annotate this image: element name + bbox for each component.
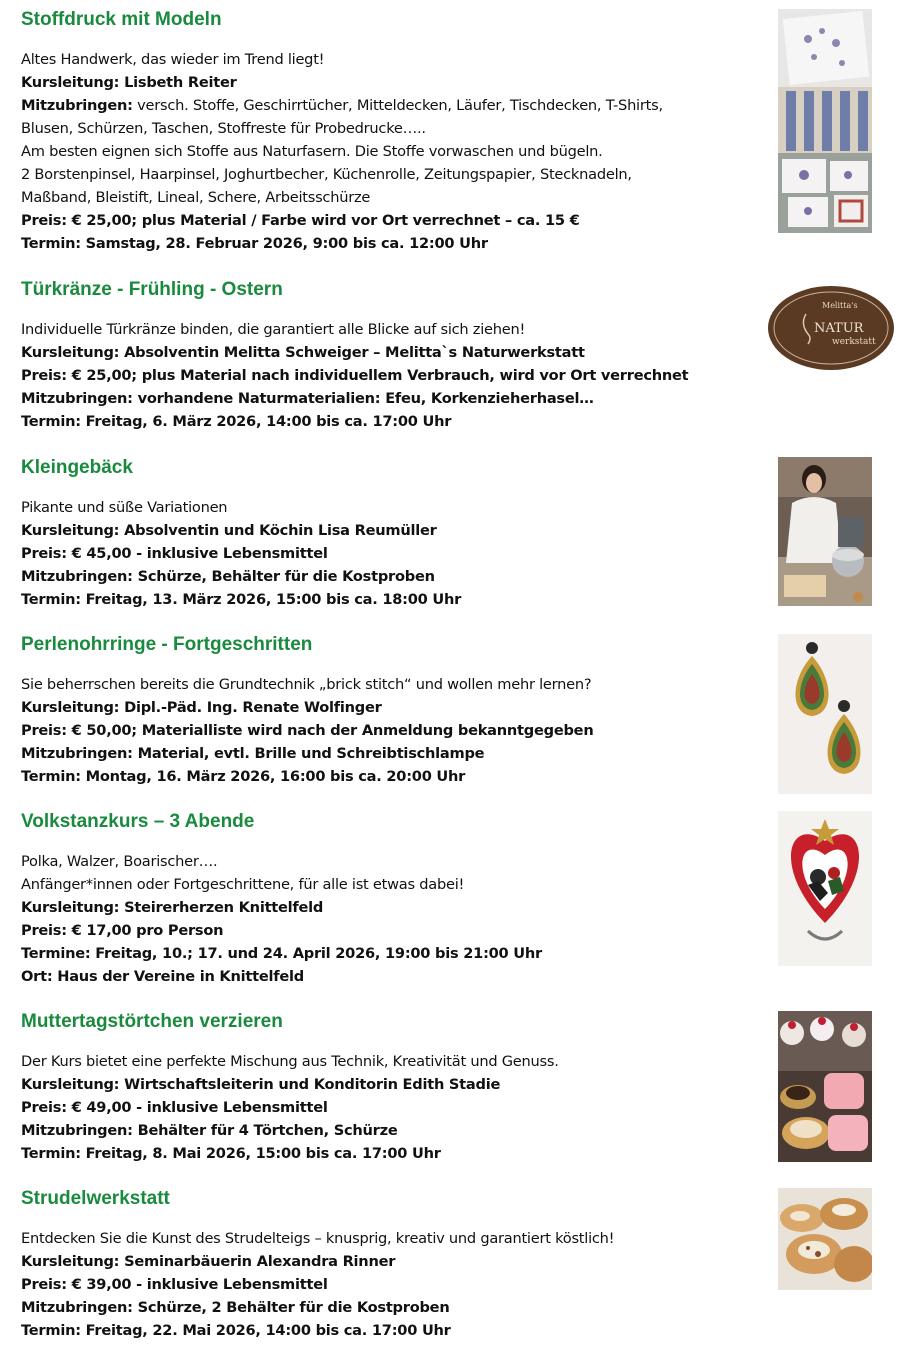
course-details <box>21 1050 751 1165</box>
course-text-line: 2 Borstenpinsel, Haarpinsel, Joghurtbecher, Küchenrolle, Zeitungspapier, Stecknadeln, <box>21 166 632 183</box>
course-mitbringen: Mitzubringen: Schürze, Behälter für die Kostproben <box>21 568 435 585</box>
baker-photo <box>778 457 872 606</box>
course-leitung: Kursleitung: Steirerherzen Knittelfeld <box>21 899 324 916</box>
course-mitbringen: Mitzubringen: Material, evtl. Brille und Schreibtischlampe <box>21 745 485 762</box>
course-details <box>21 318 751 433</box>
course-preis: Preis: € 45,00 - inklusive Lebensmittel <box>21 545 328 562</box>
course-leitung <box>21 71 751 94</box>
course-ort: Ort: Haus der Vereine in Knittelfeld <box>21 968 304 985</box>
steirerherzen-emblem <box>778 811 872 966</box>
logo-small-text: Melitta's <box>822 301 858 310</box>
course-intro: Pikante und süße Variationen <box>21 499 228 516</box>
course-leitung: Kursleitung: Seminarbäuerin Alexandra Rinner <box>21 1253 396 1270</box>
course-termin: Termine: Freitag, 10.; 17. und 24. April 2026, 19:00 bis 21:00 Uhr <box>21 945 542 962</box>
course-leitung: Kursleitung: Wirtschaftsleiterin und Konditorin Edith Stadie <box>21 1076 501 1093</box>
leitung-label: Kursleitung: <box>21 74 120 91</box>
course-mitbringen: Mitzubringen: Schürze, 2 Behälter für die Kostproben <box>21 1299 450 1316</box>
course-preis: Preis: € 50,00; Materialliste wird nach der Anmeldung bekanntgegeben <box>21 722 594 739</box>
course-mitbringen: Mitzubringen: vorhandene Naturmaterialien: Efeu, Korkenzieherhasel… <box>21 390 594 407</box>
course-details <box>21 850 751 988</box>
course-intro: Entdecken Sie die Kunst des Strudelteigs – knusprig, kreativ und garantiert köstlich! <box>21 1230 615 1247</box>
strudel-photo <box>778 1188 872 1290</box>
course-termin: Termin: Samstag, 28. Februar 2026, 9:00 bis ca. 12:00 Uhr <box>21 235 488 252</box>
course-details <box>21 1227 751 1342</box>
course-intro: Individuelle Türkränze binden, die garantiert alle Blicke auf sich ziehen! <box>21 321 526 338</box>
tartlets-photo <box>778 1011 872 1162</box>
course-intro: Altes Handwerk, das wieder im Trend liegt! <box>21 51 325 68</box>
course-termin: Termin: Freitag, 6. März 2026, 14:00 bis ca. 17:00 Uhr <box>21 413 452 430</box>
earrings-photo <box>778 634 872 794</box>
course-title: Türkränze - Frühling - Ostern <box>21 279 283 300</box>
course-termin: Termin: Freitag, 13. März 2026, 15:00 bis ca. 18:00 Uhr <box>21 591 462 608</box>
course-leitung: Kursleitung: Absolventin Melitta Schweiger – Melitta`s Naturwerkstatt <box>21 344 585 361</box>
course-preis: Preis: € 17,00 pro Person <box>21 922 224 939</box>
course-intro-2: Anfänger*innen oder Fortgeschrittene, für alle ist etwas dabei! <box>21 876 465 893</box>
course-mitbringen: Mitzubringen: Behälter für 4 Törtchen, Schürze <box>21 1122 398 1139</box>
course-text-line: Am besten eignen sich Stoffe aus Naturfasern. Die Stoffe vorwaschen und bügeln. <box>21 143 603 160</box>
course-termin: Termin: Montag, 16. März 2026, 16:00 bis ca. 20:00 Uhr <box>21 768 466 785</box>
course-preis: Preis: € 39,00 - inklusive Lebensmittel <box>21 1276 328 1293</box>
mitbringen-value: versch. Stoffe, Geschirrtücher, Mitteldecken, Läufer, Tischdecken, T-Shirts, <box>132 97 663 114</box>
course-leitung: Kursleitung: Absolventin und Köchin Lisa Reumüller <box>21 522 437 539</box>
course-preis: Preis: € 25,00; plus Material nach individuellem Verbrauch, wird vor Ort verrechnet <box>21 367 689 384</box>
course-intro: Der Kurs bietet eine perfekte Mischung aus Technik, Kreativität und Genuss. <box>21 1053 559 1070</box>
naturwerkstatt-logo <box>766 284 896 372</box>
course-title: Muttertagstörtchen verzieren <box>21 1011 283 1032</box>
leitung-value: Lisbeth Reiter <box>119 74 237 91</box>
course-intro: Sie beherrschen bereits die Grundtechnik „brick stitch“ und wollen mehr lernen? <box>21 676 592 693</box>
course-preis: Preis: € 49,00 - inklusive Lebensmittel <box>21 1099 328 1116</box>
mitbringen-label: Mitzubringen: <box>21 97 133 114</box>
course-intro: Polka, Walzer, Boarischer…. <box>21 853 218 870</box>
course-details <box>21 673 751 788</box>
course-title: Perlenohrringe - Fortgeschritten <box>21 634 313 655</box>
course-text-line: Blusen, Schürzen, Taschen, Stoffreste für Probedrucke….. <box>21 120 426 137</box>
course-title: Strudelwerkstatt <box>21 1188 170 1209</box>
fabric-print-photo <box>778 9 872 233</box>
course-leitung: Kursleitung: Dipl.-Päd. Ing. Renate Wolfinger <box>21 699 382 716</box>
course-mitbringen <box>21 94 751 117</box>
course-title: Volkstanzkurs – 3 Abende <box>21 811 255 832</box>
course-preis: Preis: € 25,00; plus Material / Farbe wird vor Ort verrechnet – ca. 15 € <box>21 212 580 229</box>
logo-sub-text: werkstatt <box>832 337 876 347</box>
course-details <box>21 496 751 611</box>
course-termin: Termin: Freitag, 22. Mai 2026, 14:00 bis ca. 17:00 Uhr <box>21 1322 451 1339</box>
course-title: Kleingebäck <box>21 457 133 478</box>
course-title: Stoffdruck mit Modeln <box>21 9 222 30</box>
course-details <box>21 48 751 255</box>
logo-big-text: NATUR <box>814 321 864 336</box>
course-termin: Termin: Freitag, 8. Mai 2026, 15:00 bis ca. 17:00 Uhr <box>21 1145 441 1162</box>
course-text-line: Maßband, Bleistift, Lineal, Schere, Arbeitsschürze <box>21 189 371 206</box>
